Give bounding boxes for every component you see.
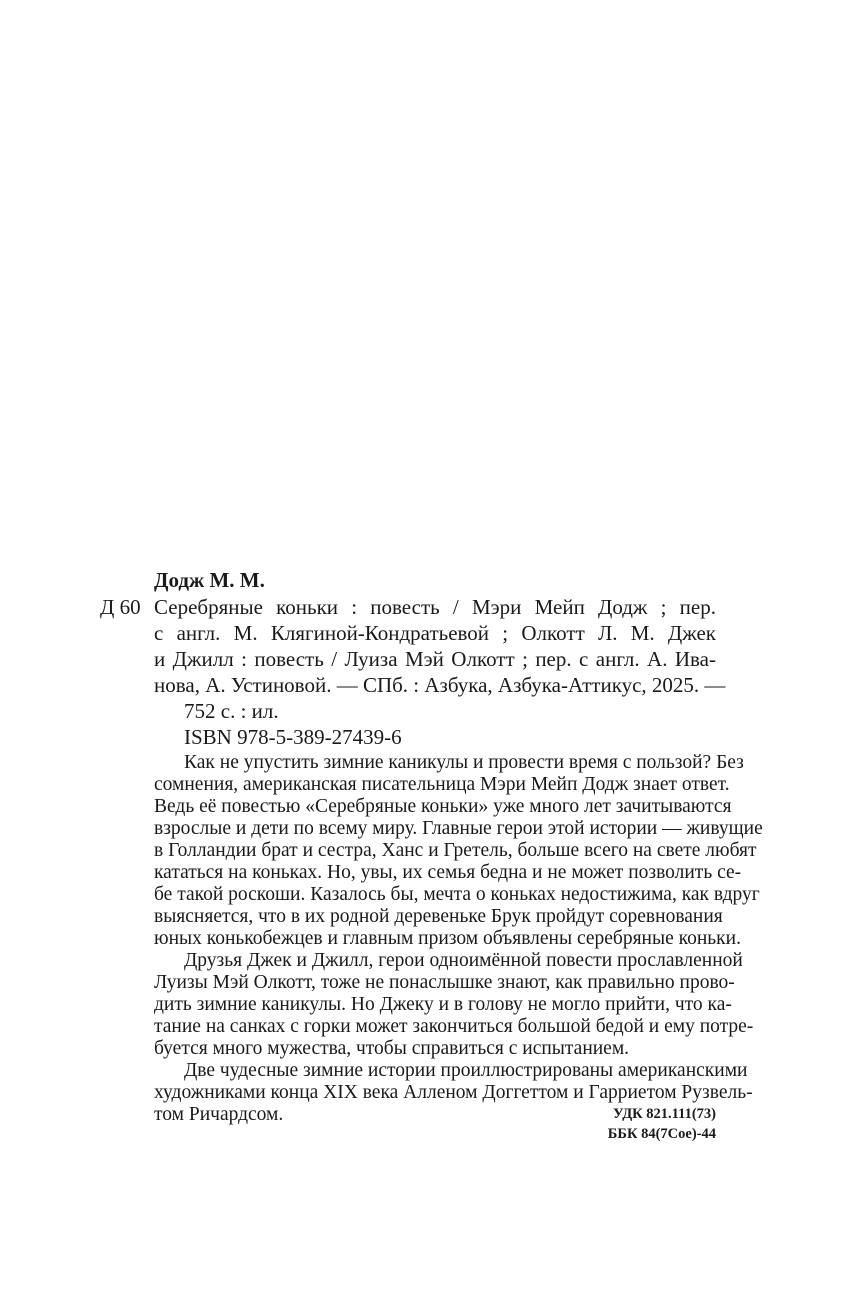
annotation-line: тание на санках с горки может закончиться большой бедой и ему потре- [154,1016,754,1037]
description-line: нова, А. Устиновой. — СПб. : Азбука, Азбука-Аттикус, 2025. — [154,673,726,697]
description-line: Серебряные коньки : повесть / Мэри Мейп Додж ; пер. [154,595,716,619]
annotation-line: взрослые и дети по всему миру. Главные герои этой истории — живущие [154,818,763,839]
annotation-line: художниками конца XIX века Алленом Доггеттом и Гарриетом Рузвель- [154,1082,753,1103]
description-line: 752 с. : ил. [184,699,279,723]
annotation-line: Друзья Джек и Джилл, герои одноимённой повести прославленной [184,950,743,971]
annotation-line: в Голландии брат и сестра, Ханс и Гретель, больше всего на свете любят [154,840,757,861]
annotation-line: выясняется, что в их родной деревеньке Брук пройдут соревнования [154,906,723,927]
annotation-line: том Ричардсом. [154,1104,284,1125]
annotation-line: буется много мужества, чтобы справиться с испытанием. [154,1038,630,1059]
author-heading: Додж М. М. [154,568,265,592]
udk-code: УДК 821.111(73) [613,1106,716,1122]
annotation-line: дить зимние каникулы. Но Джеку и в голову не могло прийти, что ка- [154,994,732,1015]
annotation-line: сомнения, американская писательница Мэри Мейп Додж знает ответ. [154,774,730,795]
annotation-line: Луизы Мэй Олкотт, тоже не понаслышке знают, как правильно прово- [154,972,735,993]
catalog-code: Д 60 [100,595,141,619]
annotation-line: Как не упустить зимние каникулы и провести время с пользой? Без [184,752,744,773]
bbk-code: ББК 84(7Сое)-44 [607,1126,716,1142]
description-line: и Джилл : повесть / Луиза Мэй Олкотт ; пер. с англ. А. Ива- [154,647,716,671]
annotation-line: бе такой роскоши. Казалось бы, мечта о коньках недостижима, как вдруг [154,884,760,905]
annotation-line: кататься на коньках. Но, увы, их семья бедна и не может позволить се- [154,862,742,883]
annotation-line: Две чудесные зимние истории проиллюстрированы американскими [184,1060,748,1081]
classification-codes [520,1104,716,1144]
isbn: ISBN 978-5-389-27439-6 [184,725,402,749]
annotation-line: Ведь её повестью «Серебряные коньки» уже много лет зачитываются [154,796,732,817]
description-line: с англ. М. Клягиной-Кондратьевой ; Олкотт Л. М. Джек [154,621,716,645]
annotation-line: юных конькобежцев и главным призом объявлены серебряные коньки. [154,928,741,949]
